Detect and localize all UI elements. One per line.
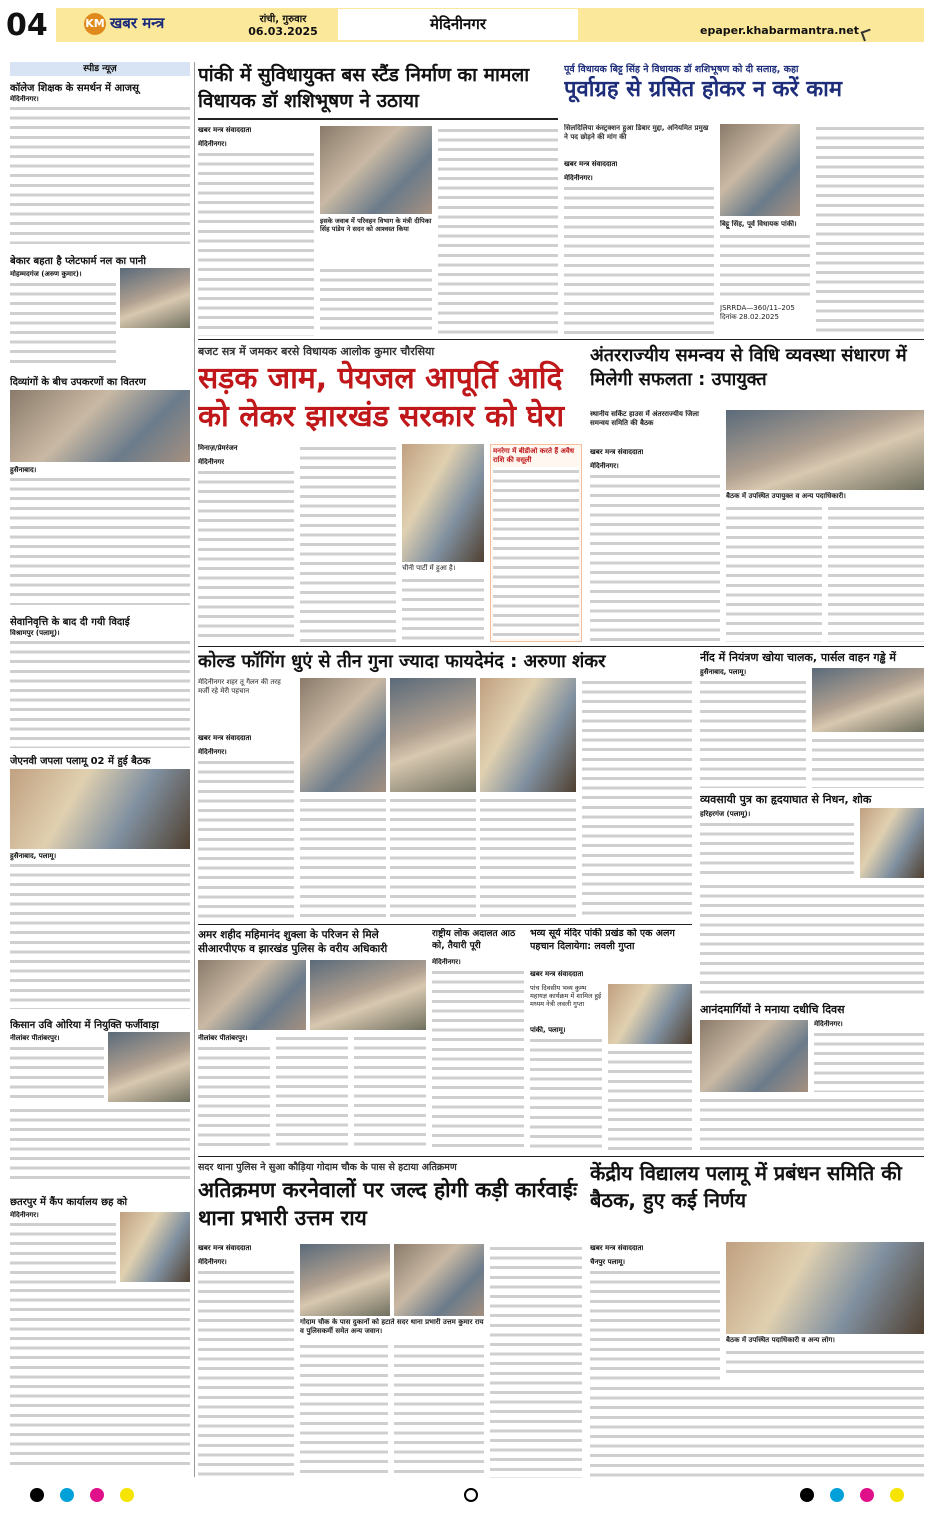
- registration-mark-1: [30, 1488, 44, 1502]
- registration-mark-8: [890, 1488, 904, 1502]
- story1-photo: [320, 126, 432, 214]
- story2-headline: पूर्वाग्रह से ग्रसित होकर न करें काम: [564, 77, 842, 102]
- story4-byline: खबर मन्त्र संवाददाता: [590, 448, 644, 456]
- story12-body-col4: [490, 1244, 582, 1478]
- story5-body-col3: [390, 796, 476, 920]
- story12-photo-1: [300, 1244, 390, 1316]
- story5-byline: खबर मन्त्र संवाददाता: [198, 734, 252, 742]
- story-businessman-death: [700, 792, 924, 998]
- story9-headline: अमर शहीद महिमानंद शुक्ला के परिजन से मिले सीआरपीएफ व झारखंड पुलिस के वरीय अधिकारी: [198, 929, 388, 955]
- story1-rule: [198, 118, 558, 120]
- story11-headline: भव्य सूर्य मंदिर पांकी प्रखंड को एक अलग पहचान दिलायेगा: लवली गुप्ता: [530, 928, 675, 952]
- story-kendriya-vidyalaya: [590, 1160, 924, 1478]
- section-title: मेदिनीनगर: [338, 9, 578, 40]
- left-story5-body: [10, 861, 190, 1009]
- story5-body-col2: [300, 796, 386, 920]
- story13-photo: [726, 1242, 924, 1334]
- story12-body-col1: [198, 1268, 294, 1478]
- left-story7-photo: [120, 1212, 190, 1282]
- story5-photo-2: [390, 678, 476, 792]
- story4-body-col3: [828, 504, 924, 642]
- story2-body-col1: [564, 184, 714, 336]
- story6-dateline: हुसैनाबाद, पलामू।: [700, 668, 747, 676]
- story3-body-col2: [300, 444, 396, 642]
- story4-body-col1: [590, 472, 720, 642]
- edition-date: 06.03.2025: [248, 25, 318, 38]
- column-divider: [194, 62, 195, 1477]
- left-story4-body: [10, 638, 190, 748]
- story2-caption: बिट्टू सिंह, पूर्व विधायक पांकी।: [720, 220, 797, 228]
- story7-body-col2: [700, 882, 924, 998]
- registration-mark-5: [800, 1488, 814, 1502]
- story9-body-col1: [198, 1044, 270, 1152]
- left-story1-dateline: मेदिनीनगर।: [10, 95, 39, 103]
- story3-caption: चीनी पार्टी में हुआ है।: [402, 564, 456, 572]
- story8-body-col1: [814, 1030, 924, 1092]
- story11-body-col1: [530, 1036, 602, 1152]
- speed-news-text: स्पीड न्यूज़: [83, 64, 117, 74]
- left-story1-body: [10, 104, 190, 244]
- story12-caption: गोदाम चौक के पास दुकानों को हटाते सदर थाना प्रभारी उत्तम कुमार राय व पुलिसकर्मी समेत अन्य जवान।: [300, 1318, 484, 1335]
- section-rule-3: [198, 924, 692, 925]
- registration-mark-4: [120, 1488, 134, 1502]
- left-story5-headline: जेएनवी जपला पलामू 02 में हुई बैठक: [10, 756, 151, 767]
- story9-body-col2: [276, 1034, 348, 1152]
- left-story5-dateline: हुसैनाबाद, पलामू।: [10, 852, 57, 860]
- story4-dateline: मेदिनीनगर।: [590, 462, 619, 470]
- story8-body-col2: [700, 1096, 924, 1152]
- registration-mark-6: [830, 1488, 844, 1502]
- page-number: 04: [6, 8, 48, 43]
- story10-headline: राष्ट्रीय लोक अदालत आठ को, तैयारी पूरी: [432, 929, 516, 951]
- left-story3-dateline: हुसैनाबाद।: [10, 466, 37, 474]
- logo-icon: KM: [84, 13, 106, 35]
- story6-body-col1: [700, 678, 806, 788]
- story13-dateline: चैनपुर पलामू।: [590, 1258, 625, 1266]
- story13-body-col1: [590, 1268, 720, 1380]
- story3-byline: मिनाज़/प्रेमरंजन: [198, 444, 238, 452]
- story1-dateline: मेदिनीनगर।: [198, 140, 227, 148]
- story7-body-col1: [700, 820, 854, 880]
- story1-headline: पांकी में सुविधायुक्त बस स्टैंड निर्माण का मामला विधायक डॉ शशिभूषण ने उठाया: [198, 64, 530, 112]
- story2-body-col3: [816, 124, 924, 336]
- story-lok-adalat: [432, 928, 524, 1152]
- registration-mark-2: [60, 1488, 74, 1502]
- story-parcel-vehicle: [700, 650, 924, 788]
- story5-headline: कोल्ड फॉगिंग धुएं से तीन गुना ज्यादा फायदेमंद : अरुणा शंकर: [198, 651, 606, 672]
- story3-sidebar: [490, 444, 582, 642]
- story13-byline: खबर मन्त्र संवाददाता: [590, 1244, 644, 1252]
- story1-caption: इसके जवाब में परिवहन विभाग के मंत्री दीपिका सिंह पांडेय ने सदन को आश्वस्त किया: [320, 217, 432, 233]
- section-rule-2: [198, 646, 924, 647]
- story-alok-chaurasia: [198, 344, 582, 642]
- story1-byline: खबर मन्त्र संवाददाता: [198, 126, 252, 134]
- left-story7-headline: छतरपुर में कैंप कार्यालय छह को: [10, 1197, 128, 1208]
- left-story4-dateline: विश्रामपुर (पलामू)।: [10, 629, 60, 637]
- left-story2-body: [10, 280, 116, 368]
- story7-photo: [860, 808, 924, 878]
- section-rule-1: [198, 339, 924, 340]
- story4-caption: बैठक में उपस्थित उपायुक्त व अन्य पदाधिकारी।: [726, 492, 846, 500]
- story12-body-col2: [300, 1342, 388, 1478]
- story2-photo: [720, 124, 800, 216]
- story-bittu-singh: [564, 62, 924, 337]
- story1-body-col2: [320, 266, 432, 336]
- story11-photo: [608, 984, 692, 1044]
- story8-dateline: मेदिनीनगर।: [814, 1020, 843, 1028]
- story-surya-mandir: [530, 928, 692, 1152]
- section-rule-4: [198, 1156, 924, 1157]
- story3-body-col3: [402, 576, 484, 642]
- left-story3-photo: [10, 390, 190, 462]
- story12-byline: खबर मन्त्र संवाददाता: [198, 1244, 252, 1252]
- story1-body-col1: [198, 150, 314, 336]
- story12-photo-2: [394, 1244, 484, 1316]
- edition-city: रांची, गुरुवार: [259, 14, 307, 25]
- speed-news-label: [10, 62, 190, 76]
- story5-subhead: मेदिनीनगर शहर तू गैलन की तरह मर्जी रहे मेरी पहचान: [198, 678, 281, 695]
- left-story1-headline: कॉलेज शिक्षक के समर्थन में आजसू: [10, 83, 139, 94]
- left-story4-headline: सेवानिवृत्ति के बाद दी गयी विदाई: [10, 617, 130, 628]
- story2-subhead: सिलदिलिया कंस्ट्रक्शन हुआ डिबार मुद्दा, अनियमित प्रमुख ने पद छोड़ने की मांग की: [564, 124, 709, 141]
- story11-dateline: पांकी, पलामू।: [530, 1026, 566, 1034]
- story2-dateline: मेदिनीनगर।: [564, 174, 593, 182]
- story-anandmargi: [700, 1002, 924, 1152]
- story3-body-col1: [198, 468, 294, 642]
- story5-body-col4: [480, 796, 576, 920]
- story2-jsrda: JSRRDA—360/11–205 दिनांक 28.02.2025: [720, 304, 795, 321]
- left-story6-headline: किसान उवि ओरिया में नियुक्ति फर्जीवाड़ा: [10, 1020, 159, 1031]
- story9-dateline: नीलांबर पीतांबरपुर।: [198, 1034, 248, 1042]
- story2-byline: खबर मन्त्र संवाददाता: [564, 160, 618, 168]
- masthead: [0, 0, 945, 56]
- left-story6-body: [10, 1044, 104, 1104]
- story3-photo: [402, 444, 484, 562]
- story11-body-col2: [608, 1048, 692, 1152]
- story8-headline: आनंदमार्गियों ने मनाया दधीचि दिवस: [700, 1003, 845, 1016]
- story-encroachment: [198, 1160, 582, 1478]
- registration-crosshair-icon: [464, 1488, 478, 1502]
- story3-kicker: बजट सत्र में जमकर बरसे विधायक आलोक कुमार चौरसिया: [198, 345, 435, 358]
- story13-caption: बैठक में उपस्थित पदाधिकारी व अन्य लोग।: [726, 1336, 835, 1344]
- story7-dateline: हरिहरगंज (पलामू)।: [700, 810, 751, 818]
- story7-headline: व्यवसायी पुत्र का हृदयाघात से निधन, शोक: [700, 793, 872, 806]
- story12-body-col3: [394, 1342, 484, 1478]
- registration-mark-3: [90, 1488, 104, 1502]
- left-story2-byline: मोहम्मदगंज (अरुण कुमार)।: [10, 270, 82, 278]
- left-column: [10, 62, 190, 1477]
- left-story3-headline: दिव्यांगों के बीच उपकरणों का वितरण: [10, 377, 146, 388]
- story12-kicker: सदर थाना पुलिस ने सुआ कौड़िया गोदाम चौक के पास से हटाया अतिक्रमण: [198, 1162, 457, 1173]
- story9-body-col3: [354, 1034, 426, 1152]
- story3-sidebar-body: [493, 467, 579, 639]
- left-story7-dateline: मेदिनीनगर।: [10, 1211, 39, 1219]
- story4-headline: अंतरराज्यीय समन्वय से विधि व्यवस्था संधारण में मिलेगी सफलता : उपायुक्त: [590, 345, 907, 390]
- story5-body-col1: [198, 758, 294, 920]
- left-story7-body: [10, 1220, 116, 1284]
- story3-sidebar-head: मनरेगा में बीडीओ करते हैं अवैध राशि की वसूली: [493, 447, 575, 464]
- left-story7-body-cont: [10, 1286, 190, 1471]
- story-bus-stand: [198, 62, 558, 337]
- story12-headline: अतिक्रमण करनेवालों पर जल्द होगी कड़ी कार्रवाईः थाना प्रभारी उत्तम राय: [198, 1178, 578, 1230]
- left-story6-body-cont: [10, 1106, 190, 1186]
- left-story5-photo: [10, 769, 190, 849]
- story3-dateline: मेदिनीनगर: [198, 458, 225, 466]
- story13-headline: केंद्रीय विद्यालय पलामू में प्रबंधन समिति की बैठक, हुए कई निर्णय: [590, 1161, 902, 1212]
- story8-photo: [700, 1020, 808, 1092]
- story10-body: [432, 968, 524, 1152]
- story11-byline: खबर मन्त्र संवाददाता: [530, 970, 584, 978]
- story2-body-col2: [720, 232, 810, 302]
- story5-body-col5: [582, 678, 692, 920]
- story6-body-col2: [812, 736, 924, 788]
- left-story2-headline: बेकार बहता है प्लेटफार्म नल का पानी: [10, 256, 146, 267]
- left-story6-photo: [108, 1032, 190, 1102]
- story6-photo: [812, 668, 924, 732]
- story5-photo-1: [300, 678, 386, 792]
- epaper-link[interactable]: epaper.khabarmantra.net: [700, 24, 859, 37]
- story9-photo-1: [198, 960, 306, 1030]
- story3-headline: सड़क जाम, पेयजल आपूर्ति आदि को लेकर झारखंड सरकार को घेरा: [198, 361, 565, 434]
- story-interstate-meeting: [590, 344, 924, 642]
- story4-subhead: स्थानीय सर्किट हाउस में अंतरराज्यीय जिला समन्वय समिति की बैठक: [590, 410, 699, 427]
- left-story6-dateline: नीलांबर पीतांबरपुर।: [10, 1034, 60, 1042]
- story5-photo-3: [480, 678, 576, 792]
- story13-body-col3: [590, 1384, 924, 1478]
- story4-photo: [726, 410, 924, 490]
- left-story3-body: [10, 475, 190, 605]
- story12-dateline: मेदिनीनगर।: [198, 1258, 227, 1266]
- story1-body-col3: [438, 126, 558, 336]
- story13-body-col2: [726, 1348, 924, 1380]
- story10-dateline: मेदिनीनगर।: [432, 958, 461, 966]
- story-cold-fogging: [198, 650, 692, 920]
- story-martyr-family: [198, 928, 426, 1152]
- story11-subhead: पांच दिवसीय भव्य कुम्भ महायज्ञ कार्यक्रम में शामिल हुई मध्यम नेत्री लवली गुप्ता: [530, 984, 602, 1008]
- story9-photo-2: [310, 960, 426, 1030]
- story6-headline: नींद में नियंत्रण खोया चालक, पार्सल वाहन गड्ढे में: [700, 651, 896, 664]
- registration-mark-7: [860, 1488, 874, 1502]
- story4-body-col2: [726, 504, 822, 642]
- story2-kicker: पूर्व विधायक बिट्टू सिंह ने विधायक डॉ शशिभूषण को दी सलाह, कहा: [564, 64, 799, 75]
- story5-dateline: मेदिनीनगर।: [198, 748, 227, 756]
- left-story2-photo: [120, 268, 190, 328]
- logo-text: खबर मन्त्र: [110, 14, 165, 32]
